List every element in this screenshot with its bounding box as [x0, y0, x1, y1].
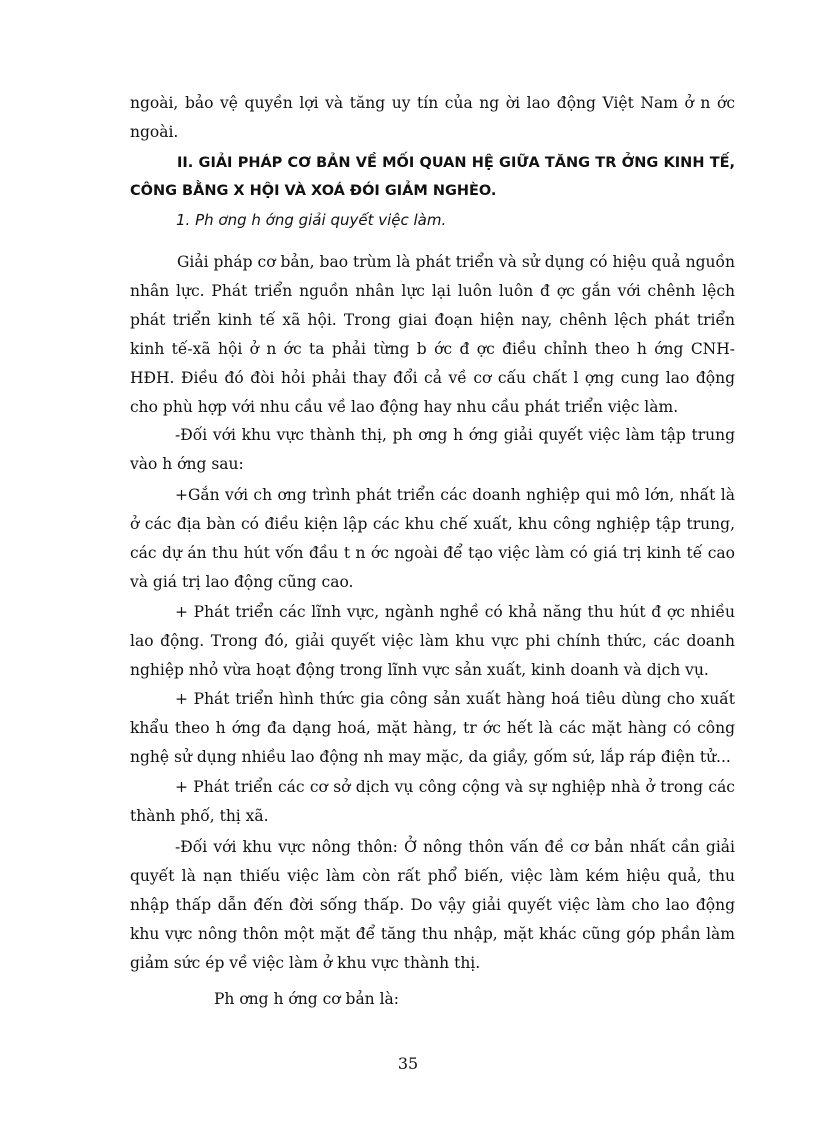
paragraph-7: -Đối với khu vực nông thôn: Ở nông thôn vấn đề cơ bản nhất cần giải quyết là nạn thiếu việc làm còn rất phổ biến, việc làm kém hiệu quả, thu nhập thấp dẫn đến đời sống thấp. Do vậy giải quyết việc làm cho lao động khu vực nông thôn một mặt để tăng thu nhập, mặt khác cũng góp phần làm giảm sức ép về việc làm ở khu vực thành thị. [130, 838, 735, 972]
section-heading: II. GIẢI PHÁP CƠ BẢN VỀ MỐI QUAN HỆ GIỮA TĂNG TR ỞNG KINH TẾ, CÔNG BẰNG X HỘI VÀ XOÁ ĐÓI GIẢM NGHÈO. [130, 155, 735, 199]
page-number: 35 [397, 1054, 419, 1073]
paragraph-6: + Phát triển các cơ sở dịch vụ công cộng và sự nghiệp nhà ở trong các thành phố, thị xã. [130, 778, 735, 825]
paragraph-8: Ph ơng h ớng cơ bản là: [214, 990, 400, 1008]
paragraph-3: +Gắn với ch ơng trình phát triển các doanh nghiệp qui mô lớn, nhất là ở các địa bàn có điều kiện lập các khu chế xuất, khu công nghiệp tập trung, các dự án thu hút vốn đầu t n ớc ngoài để tạo việc làm có giá trị kinh tế cao và giá trị lao động cũng cao. [130, 486, 735, 591]
paragraph-2: -Đối với khu vực thành thị, ph ơng h ớng giải quyết việc làm tập trung vào h ớng sau: [130, 426, 735, 473]
paragraph-5: + Phát triển hình thức gia công sản xuất hàng hoá tiêu dùng cho xuất khẩu theo h ớng đa dạng hoá, mặt hàng, tr ớc hết là các mặt hàng có công nghệ sử dụng nhiều lao động nh may mặc, da giầy, gốm sứ, lắp ráp điện tử... [130, 690, 735, 766]
paragraph-intro: ngoài, bảo vệ quyền lợi và tăng uy tín của ng ời lao động Việt Nam ở n ớc ngoài. [130, 94, 735, 141]
subsection-heading: 1. Ph ơng h ớng giải quyết việc làm. [176, 211, 447, 229]
paragraph-1: Giải pháp cơ bản, bao trùm là phát triển và sử dụng có hiệu quả nguồn nhân lực. Phát triển nguồn nhân lực lại luôn luôn đ ợc gắn với chênh lệch phát triển kinh tế xã hội. Trong giai đoạn hiện nay, chênh lệch phát triển kinh tế-xã hội ở n ớc ta phải từng b ớc đ ợc điều chỉnh theo h ớng CNH-HĐH. Điều đó đòi hỏi phải thay đổi cả về cơ cấu chất l ợng cung lao động cho phù hợp với nhu cầu về lao động hay nhu cầu phát triển việc làm. [130, 253, 735, 416]
paragraph-4: + Phát triển các lĩnh vực, ngành nghề có khả năng thu hút đ ợc nhiều lao động. Trong đó, giải quyết việc làm khu vực phi chính thức, các doanh nghiệp nhỏ vừa hoạt động trong lĩnh vực sản xuất, kinh doanh và dịch vụ. [130, 603, 735, 679]
